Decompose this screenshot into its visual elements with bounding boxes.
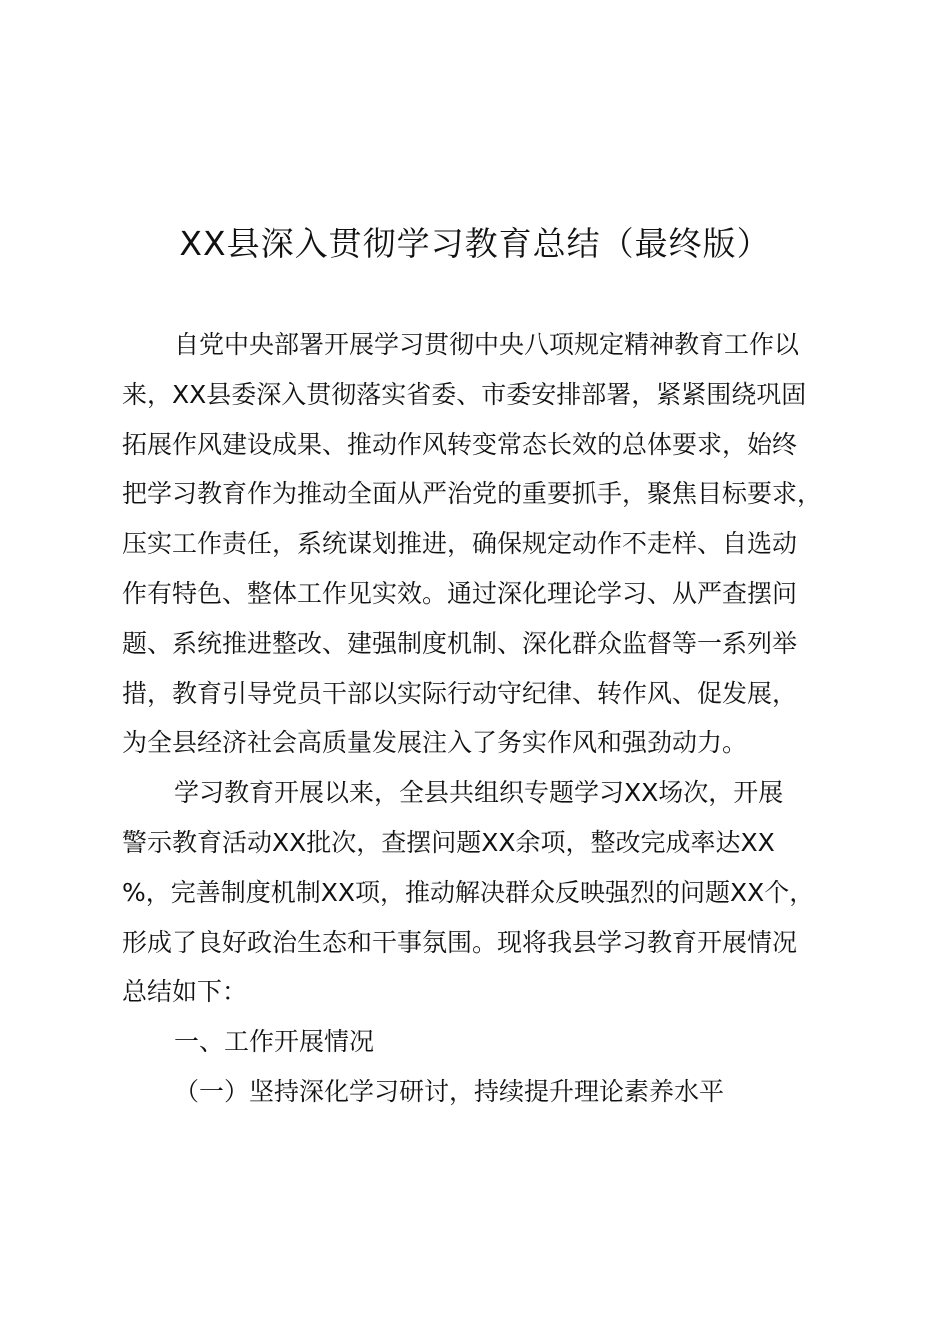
- paragraph-1-line-5: 压实工作责任，系统谋划推进，确保规定动作不走样、自选动: [122, 529, 798, 559]
- paragraph-1-line-7: 题、系统推进整改、建强制度机制、深化群众监督等一系列举: [122, 628, 798, 658]
- paragraph-1-line-8: 措，教育引导党员干部以实际行动守纪律、转作风、促发展，: [122, 678, 798, 708]
- paragraph-2-line-4: 形成了良好政治生态和干事氛围。现将我县学习教育开展情况: [122, 927, 798, 957]
- section-heading: 一、工作开展情况: [174, 1027, 375, 1057]
- paragraph-2-line-2: 警示教育活动XX批次，查摆问题XX余项，整改完成率达XX: [122, 827, 775, 857]
- paragraph-1-line-1: 自党中央部署开展学习贯彻中央八项规定精神教育工作以: [174, 330, 800, 359]
- paragraph-1-line-2: 来，XX县委深入贯彻落实省委、市委安排部署，紧紧围绕巩固: [122, 379, 807, 409]
- paragraph-1-line-3: 拓展作风建设成果、推动作风转变常态长效的总体要求，始终: [122, 429, 798, 459]
- paragraph-2-line-5: 总结如下：: [122, 977, 248, 1007]
- subsection-heading: （一）坚持深化学习研讨，持续提升理论素养水平: [174, 1076, 725, 1106]
- document-body: [122, 320, 852, 1117]
- paragraph-1-line-6: 作有特色、整体工作见实效。通过深化理论学习、从严查摆问: [122, 578, 798, 608]
- paragraph-2-line-1: 学习教育开展以来，全县共组织专题学习XX场次，开展: [174, 778, 784, 808]
- document-title: XX县深入贯彻学习教育总结（最终版）: [179, 224, 771, 263]
- paragraph-1-line-4: 把学习教育作为推动全面从严治党的重要抓手，聚焦目标要求，: [122, 479, 823, 509]
- paragraph-2-line-3: %，完善制度机制XX项，推动解决群众反映强烈的问题XX个，: [122, 877, 815, 907]
- paragraph-1-line-9: 为全县经济社会高质量发展注入了务实作风和强劲动力。: [122, 728, 748, 758]
